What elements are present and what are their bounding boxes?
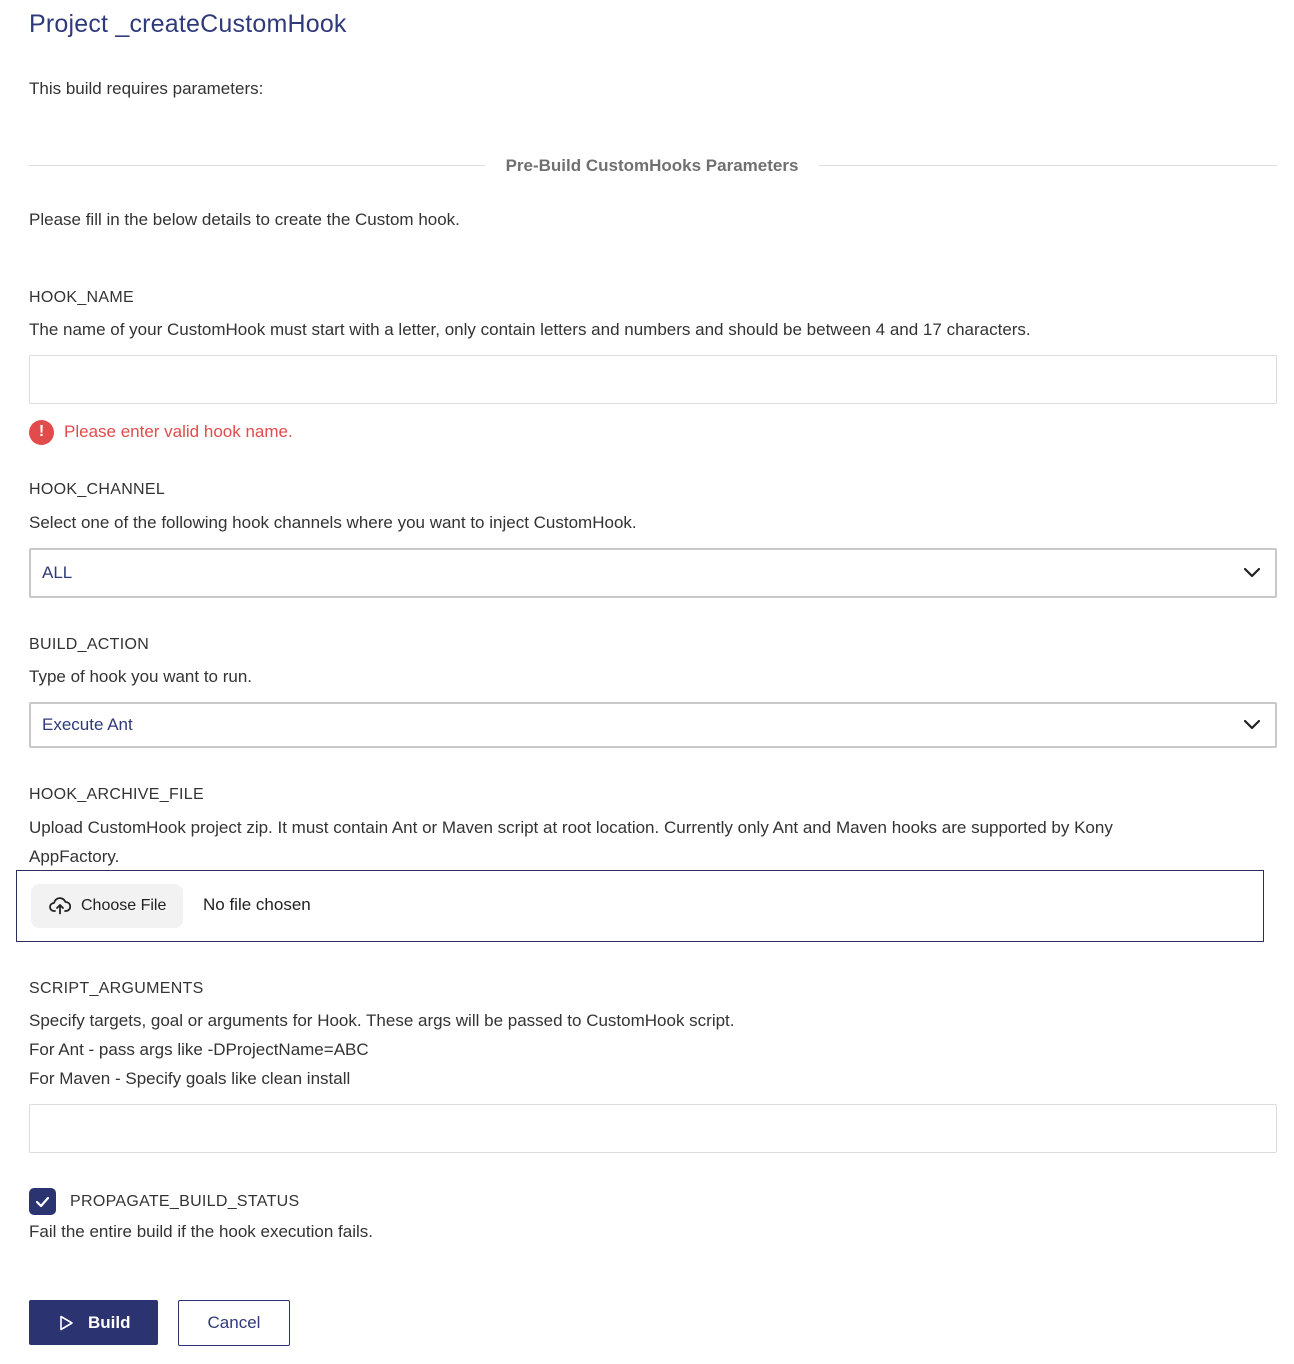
hook-name-label: HOOK_NAME [29,289,134,306]
script-arguments-description-line2: For Ant - pass args like -DProjectName=ABC [29,1040,369,1059]
divider-line-left [29,165,485,166]
requires-parameters-text: This build requires parameters: [29,79,264,98]
cancel-button-label: Cancel [207,1313,261,1332]
chevron-down-icon [1243,567,1261,579]
chevron-down-icon [1243,719,1261,731]
error-icon: ! [29,420,54,445]
section-divider [29,155,1277,177]
cloud-upload-icon [49,897,71,915]
section-title: Pre-Build CustomHooks Parameters [505,156,799,175]
section-intro: Please fill in the below details to create the Custom hook. [29,210,460,229]
script-arguments-label: SCRIPT_ARGUMENTS [29,980,204,997]
hook-archive-file-label: HOOK_ARCHIVE_FILE [29,786,204,803]
hook-archive-file-description-line1: Upload CustomHook project zip. It must contain Ant or Maven script at root location. Currently only Ant and Maven hooks are supported by Kony [29,818,1113,837]
build-action-select[interactable] [29,702,1277,748]
script-arguments-description-line3: For Maven - Specify goals like clean install [29,1069,351,1088]
propagate-build-status-description: Fail the entire build if the hook execution fails. [29,1222,373,1241]
choose-file-button[interactable] [31,884,183,928]
build-button[interactable] [29,1300,158,1345]
choose-file-label: Choose File [81,897,167,914]
build-button-label: Build [88,1312,131,1332]
file-status-text: No file chosen [203,895,311,914]
cancel-button[interactable] [178,1300,290,1346]
build-action-label: BUILD_ACTION [29,636,150,653]
build-action-description: Type of hook you want to run. [29,667,253,686]
file-upload-field[interactable] [16,870,1264,942]
checkmark-icon [35,1196,50,1208]
play-icon [58,1315,74,1331]
page-title: Project _createCustomHook [29,10,347,38]
hook-name-description: The name of your CustomHook must start with a letter, only contain letters and numbers and should be between 4 and 17 characters. [29,320,1031,339]
hook-channel-label: HOOK_CHANNEL [29,481,166,498]
hook-channel-description: Select one of the following hook channels where you want to inject CustomHook. [29,513,637,532]
error-message: Please enter valid hook name. [64,422,293,441]
propagate-build-status-row [29,1188,299,1215]
propagate-build-status-checkbox[interactable] [29,1188,56,1215]
build-action-selected-value: Execute Ant [42,715,133,734]
hook-name-input[interactable] [29,355,1277,404]
hook-channel-select[interactable] [29,548,1277,598]
script-arguments-input[interactable] [29,1104,1277,1153]
hook-name-error [29,419,293,445]
divider-line-right [819,165,1277,166]
hook-archive-file-description-line2: AppFactory. [29,847,120,866]
script-arguments-description-line1: Specify targets, goal or arguments for Hook. These args will be passed to CustomHook script. [29,1011,735,1030]
propagate-build-status-label: PROPAGATE_BUILD_STATUS [70,1192,300,1210]
hook-channel-selected-value: ALL [42,563,73,582]
